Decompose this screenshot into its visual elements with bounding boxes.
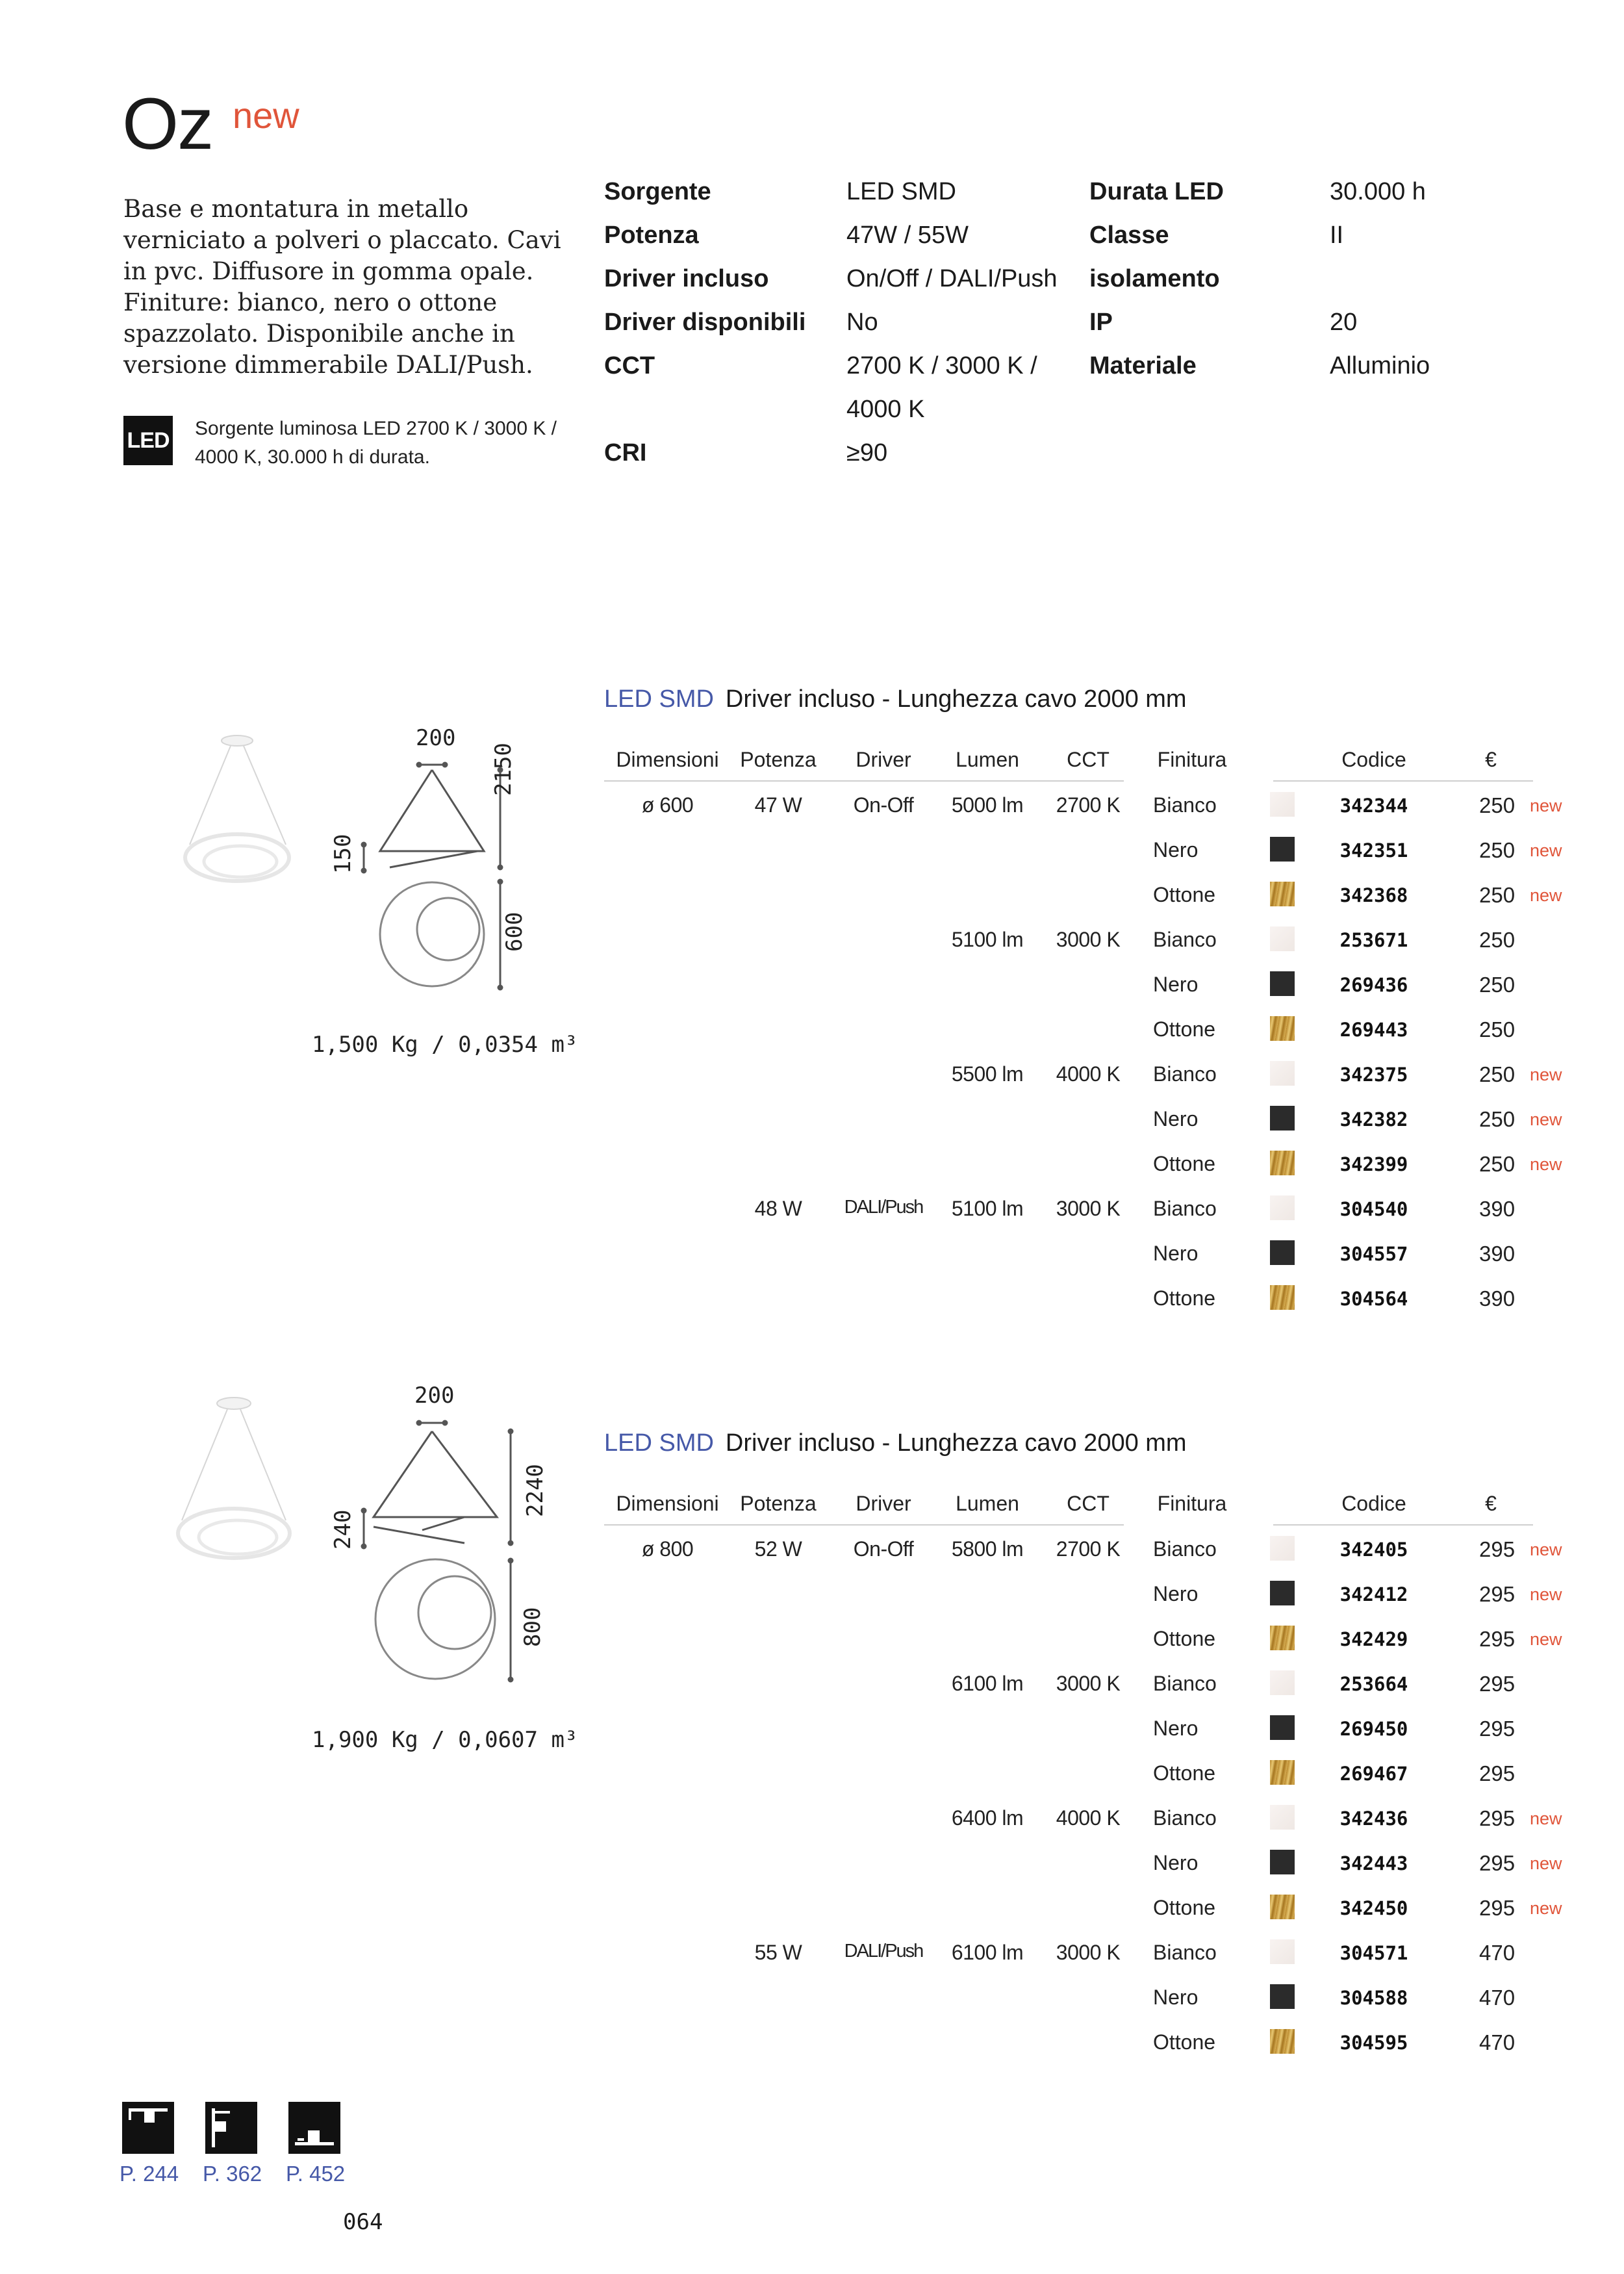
page-ref-362[interactable]: P. 362 (203, 2162, 262, 2186)
cell-lumen: 5100 lm (951, 928, 1024, 951)
cell-lumen: 6400 lm (951, 1806, 1024, 1830)
cell-cct: 3000 K (1056, 1672, 1121, 1695)
product-code: 269443 (1339, 1019, 1408, 1041)
section-title: Driver incluso - Lunghezza cavo 2000 mm (725, 685, 1187, 713)
price: 470 (1479, 1986, 1516, 2010)
finish-swatch-bianco (1270, 1805, 1295, 1830)
price: 295 (1479, 1717, 1516, 1741)
finish-swatch-ottone (1270, 1760, 1295, 1785)
finish-swatch-nero (1270, 1581, 1295, 1605)
finish-swatch-bianco (1270, 792, 1295, 817)
header-rule (604, 1524, 1124, 1526)
cell-driver: On-Off (853, 1537, 914, 1561)
product-code: 342375 (1339, 1064, 1408, 1086)
column-header: € (1485, 1492, 1497, 1515)
dim-top-600: 200 (416, 725, 456, 751)
dimension-drawing-800 (325, 1390, 559, 1702)
product-code: 342429 (1339, 1628, 1408, 1650)
lamp-photo-800 (169, 1390, 299, 1572)
spec-label: CCT (604, 352, 655, 379)
finish-label: Ottone (1153, 1761, 1216, 1785)
page-ref-244[interactable]: P. 244 (120, 2162, 179, 2186)
column-header: Driver (856, 748, 911, 771)
finish-swatch-ottone (1270, 1151, 1295, 1175)
wall-mount-icon[interactable] (205, 2102, 257, 2154)
cell-cct: 3000 K (1056, 1197, 1121, 1220)
finish-swatch-ottone (1270, 1016, 1295, 1041)
weight-600: 1,500 Kg / 0,0354 m³ (312, 1032, 578, 1058)
column-header: Finitura (1157, 1492, 1227, 1515)
cell-power: 47 W (754, 793, 802, 817)
finish-label: Bianco (1153, 793, 1217, 817)
new-tag: new (1530, 1629, 1562, 1649)
finish-label: Ottone (1153, 1017, 1216, 1041)
product-code: 269467 (1339, 1763, 1408, 1785)
dim-top-800: 200 (414, 1383, 455, 1409)
header-rule (1273, 1524, 1533, 1526)
lamp-photo-600 (175, 728, 299, 897)
weight-800: 1,900 Kg / 0,0607 m³ (312, 1727, 578, 1753)
price: 295 (1479, 1806, 1516, 1830)
cell-cct: 3000 K (1056, 1941, 1121, 1964)
new-tag: new (1530, 1854, 1562, 1873)
dim-ring-800: 240 (330, 1509, 356, 1550)
spec-value: 30.000 h (1330, 178, 1426, 205)
cell-lumen: 5500 lm (951, 1062, 1024, 1086)
product-code: 342344 (1339, 795, 1408, 817)
page-number: 064 (343, 2209, 383, 2235)
product-code: 304571 (1339, 1942, 1408, 1964)
finish-label: Ottone (1153, 1627, 1216, 1650)
spec-value: On/Off / DALI/Push (846, 265, 1058, 292)
finish-label: Bianco (1153, 1941, 1217, 1964)
finish-swatch-nero (1270, 837, 1295, 862)
spec-value: 4000 K (846, 396, 925, 423)
product-code: 269450 (1339, 1718, 1408, 1740)
product-code: 342450 (1339, 1897, 1408, 1919)
product-description: Base e montatura in metallo verniciato a polveri o placcato. Cavi in pvc. Diffusore in gomma opale. Finiture: bianco, nero o ottone spazzolato. Disponibile anche in versione dimmerabile DALI/Push. (123, 195, 561, 379)
finish-label: Bianco (1153, 1672, 1217, 1695)
column-header: Finitura (1157, 748, 1227, 771)
spec-label: IP (1089, 309, 1113, 336)
column-header: € (1485, 748, 1497, 771)
dim-height-600: 2150 (490, 743, 516, 796)
cell-driver: On-Off (853, 793, 914, 817)
price: 250 (1479, 838, 1516, 862)
source-label: LED SMD (604, 685, 714, 713)
spec-label: Driver incluso (604, 265, 769, 292)
price: 295 (1479, 1672, 1516, 1696)
dimension-drawing-600 (325, 731, 559, 1004)
finish-label: Nero (1153, 1717, 1199, 1740)
price: 250 (1479, 973, 1516, 997)
finish-label: Nero (1153, 973, 1199, 996)
cell-lumen: 5800 lm (951, 1537, 1024, 1561)
new-tag: new (1530, 1155, 1562, 1174)
spec-value: II (1330, 222, 1344, 249)
price: 295 (1479, 1896, 1516, 1920)
finish-label: Bianco (1153, 1537, 1217, 1561)
finish-swatch-bianco (1270, 1536, 1295, 1561)
cell-dim: ø 600 (641, 793, 694, 817)
cell-dim: ø 800 (641, 1537, 694, 1561)
section-header (604, 1429, 1187, 1457)
price: 390 (1479, 1197, 1516, 1221)
finish-label: Bianco (1153, 1062, 1217, 1086)
spec-label: Driver disponibili (604, 309, 806, 336)
cell-lumen: 6100 lm (951, 1941, 1024, 1964)
cell-lumen: 6100 lm (951, 1672, 1024, 1695)
product-code: 304540 (1339, 1198, 1408, 1220)
page-ref-452[interactable]: P. 452 (286, 2162, 346, 2186)
finish-label: Nero (1153, 838, 1199, 862)
column-header: CCT (1067, 1492, 1110, 1515)
spec-value: 47W / 55W (846, 222, 969, 249)
price: 390 (1479, 1286, 1516, 1310)
cell-cct: 4000 K (1056, 1062, 1121, 1086)
dim-diameter-600: 600 (501, 912, 527, 952)
spec-value: ≥90 (846, 439, 888, 466)
spec-label: CRI (604, 439, 647, 466)
header-rule (604, 780, 1124, 782)
price: 390 (1479, 1242, 1516, 1266)
source-label: LED SMD (604, 1429, 714, 1457)
product-code: 342368 (1339, 884, 1408, 906)
product-code: 342412 (1339, 1583, 1408, 1605)
price: 250 (1479, 793, 1516, 817)
section-title: Driver incluso - Lunghezza cavo 2000 mm (725, 1429, 1187, 1457)
header-rule (1273, 780, 1533, 782)
led-icon: LED (123, 416, 173, 465)
spec-label: Sorgente (604, 178, 711, 205)
price: 250 (1479, 928, 1516, 952)
finish-swatch-nero (1270, 1106, 1295, 1131)
finish-swatch-nero (1270, 1850, 1295, 1874)
finish-label: Bianco (1153, 1806, 1217, 1830)
cell-driver: DALI/Push (844, 1941, 923, 1961)
spec-label: Classe (1089, 222, 1169, 249)
finish-swatch-ottone (1270, 1626, 1295, 1650)
cell-lumen: 5000 lm (951, 793, 1024, 817)
new-tag: new (1530, 841, 1562, 860)
new-tag: new (1530, 1065, 1562, 1084)
spec-value: 20 (1330, 309, 1358, 336)
spec-value: Alluminio (1330, 352, 1430, 379)
finish-label: Bianco (1153, 928, 1217, 951)
column-header: Driver (856, 1492, 911, 1515)
price: 295 (1479, 1537, 1516, 1561)
column-header: Lumen (956, 1492, 1019, 1515)
new-tag: new (1530, 886, 1562, 905)
column-header: Potenza (740, 1492, 817, 1515)
finish-swatch-nero (1270, 1715, 1295, 1740)
finish-swatch-ottone (1270, 882, 1295, 906)
finish-swatch-bianco (1270, 926, 1295, 951)
spec-label: Materiale (1089, 352, 1197, 379)
price: 470 (1479, 2030, 1516, 2054)
spec-value: No (846, 309, 878, 336)
column-header: Codice (1341, 1492, 1406, 1515)
finish-label: Nero (1153, 1242, 1199, 1265)
finish-swatch-ottone (1270, 2029, 1295, 2054)
ceiling-mount-icon[interactable] (122, 2102, 174, 2154)
price: 250 (1479, 1017, 1516, 1041)
finish-label: Ottone (1153, 1152, 1216, 1175)
finish-swatch-nero (1270, 1984, 1295, 2009)
cell-power: 52 W (754, 1537, 802, 1561)
spec-label: Durata LED (1089, 178, 1224, 205)
finish-label: Nero (1153, 1851, 1199, 1874)
product-code: 304595 (1339, 2032, 1408, 2054)
floor-icon[interactable] (288, 2102, 340, 2154)
product-code: 342443 (1339, 1852, 1408, 1874)
finish-label: Nero (1153, 1582, 1199, 1605)
finish-label: Ottone (1153, 1286, 1216, 1310)
finish-swatch-bianco (1270, 1670, 1295, 1695)
column-header: Dimensioni (616, 1492, 719, 1515)
finish-swatch-ottone (1270, 1895, 1295, 1919)
column-header: Codice (1341, 748, 1406, 771)
price: 250 (1479, 1107, 1516, 1131)
product-code: 253664 (1339, 1673, 1408, 1695)
led-note: Sorgente luminosa LED 2700 K / 3000 K / 4000 K, 30.000 h di durata. (195, 418, 557, 468)
finish-label: Ottone (1153, 1896, 1216, 1919)
column-header: CCT (1067, 748, 1110, 771)
new-tag: new (1530, 1898, 1562, 1918)
price: 295 (1479, 1761, 1516, 1785)
finish-label: Ottone (1153, 883, 1216, 906)
finish-label: Ottone (1153, 2030, 1216, 2054)
product-code: 342382 (1339, 1108, 1408, 1131)
new-tag: new (1530, 1585, 1562, 1604)
price: 295 (1479, 1851, 1516, 1875)
dim-height-800: 2240 (522, 1464, 548, 1517)
product-code: 253671 (1339, 929, 1408, 951)
dim-ring-600: 150 (330, 834, 356, 874)
cell-power: 48 W (754, 1197, 802, 1220)
column-header: Potenza (740, 748, 817, 771)
product-code: 342351 (1339, 839, 1408, 862)
new-badge: new (233, 95, 299, 136)
spec-label: isolamento (1089, 265, 1220, 292)
cell-lumen: 5100 lm (951, 1197, 1024, 1220)
cell-cct: 4000 K (1056, 1806, 1121, 1830)
price: 250 (1479, 1152, 1516, 1176)
finish-label: Nero (1153, 1986, 1199, 2009)
cell-driver: DALI/Push (844, 1197, 923, 1218)
price: 470 (1479, 1941, 1516, 1965)
product-code: 304564 (1339, 1288, 1408, 1310)
price: 295 (1479, 1582, 1516, 1606)
price: 295 (1479, 1627, 1516, 1651)
cell-cct: 3000 K (1056, 928, 1121, 951)
finish-label: Bianco (1153, 1197, 1217, 1220)
new-tag: new (1530, 1809, 1562, 1828)
finish-swatch-bianco (1270, 1939, 1295, 1964)
cell-cct: 2700 K (1056, 793, 1121, 817)
product-code: 342405 (1339, 1539, 1408, 1561)
finish-swatch-nero (1270, 971, 1295, 996)
column-header: Lumen (956, 748, 1019, 771)
spec-value: 2700 K / 3000 K / (846, 352, 1037, 379)
new-tag: new (1530, 1540, 1562, 1559)
new-tag: new (1530, 796, 1562, 815)
cell-power: 55 W (754, 1941, 802, 1964)
finish-swatch-bianco (1270, 1061, 1295, 1086)
product-code: 304557 (1339, 1243, 1408, 1265)
product-code: 304588 (1339, 1987, 1408, 2009)
finish-label: Nero (1153, 1107, 1199, 1131)
price: 250 (1479, 1062, 1516, 1086)
new-tag: new (1530, 1110, 1562, 1129)
product-code: 342399 (1339, 1153, 1408, 1175)
finish-swatch-nero (1270, 1240, 1295, 1265)
product-title: Oz (122, 83, 213, 164)
product-code: 269436 (1339, 974, 1408, 996)
finish-swatch-bianco (1270, 1195, 1295, 1220)
spec-value: LED SMD (846, 178, 956, 205)
section-header (604, 685, 1187, 713)
spec-label: Potenza (604, 222, 699, 249)
cell-cct: 2700 K (1056, 1537, 1121, 1561)
column-header: Dimensioni (616, 748, 719, 771)
finish-swatch-ottone (1270, 1285, 1295, 1310)
price: 250 (1479, 883, 1516, 907)
product-code: 342436 (1339, 1808, 1408, 1830)
dim-diameter-800: 800 (520, 1607, 546, 1647)
